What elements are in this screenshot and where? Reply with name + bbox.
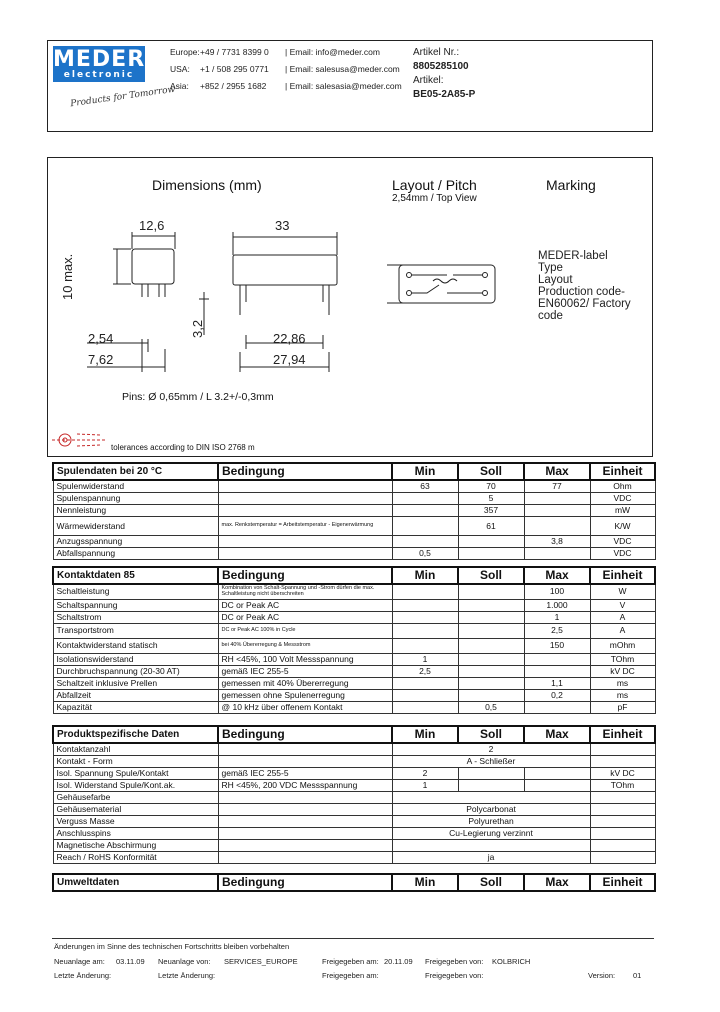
section-title: Kontaktdaten 85: [53, 567, 218, 584]
col-bedingung: Bedingung: [218, 874, 392, 891]
dim-12-6: 12,6: [139, 218, 165, 233]
email-europe: | Email: info@meder.com: [285, 47, 380, 57]
table-row: Abfallzeit gemessen ohne Spulenerregung 0,2 ms: [53, 689, 655, 701]
contacts-emails: [285, 46, 402, 92]
col-max: Max: [524, 567, 590, 584]
table-row: Isolationswiderstand RH <45%, 100 Volt Messspannung 1 TOhm: [53, 653, 655, 665]
created-by-label: Neuanlage von:: [158, 957, 211, 966]
article-info: [413, 46, 475, 102]
table-row: Isol. Widerstand Spule/Kont.ak. RH <45%, 200 VDC Messspannung 1 TOhm: [53, 780, 655, 792]
col-einheit: Einheit: [590, 726, 655, 743]
dim-7-62: 7,62: [88, 352, 114, 367]
col-min: Min: [392, 567, 458, 584]
col-einheit: Einheit: [590, 874, 655, 891]
version-value: 01: [633, 971, 642, 980]
dim-22-86: 22,86: [273, 331, 306, 346]
region-usa: USA:: [170, 64, 190, 74]
col-max: Max: [524, 874, 590, 891]
dimension-drawing: [47, 157, 653, 457]
approved-on-label-2: Freigegeben am:: [322, 971, 379, 980]
col-einheit: Einheit: [590, 463, 655, 480]
table-row: Spulenwiderstand 63 70 77 Ohm: [53, 480, 655, 493]
layout-title: Layout / Pitch: [392, 177, 477, 193]
table-row: Schaltzeit inklusive Prellen gemessen mit 40% Übererregung 1,1 ms: [53, 677, 655, 689]
contacts-phones: [200, 46, 269, 92]
marking-line: Layout: [538, 274, 573, 286]
created-on-value: 03.11.09: [116, 957, 145, 966]
table-row: Spulenspannung 5 VDC: [53, 493, 655, 505]
relay-top-view: [233, 255, 337, 285]
col-einheit: Einheit: [590, 567, 655, 584]
layout-diagram: [399, 265, 495, 303]
table-row: Gehäusefarbe: [53, 792, 655, 804]
col-soll: Soll: [458, 463, 524, 480]
col-max: Max: [524, 726, 590, 743]
created-by-value: SERVICES_EUROPE: [224, 957, 298, 966]
table-header: [53, 726, 655, 743]
approved-by-label: Freigegeben von:: [425, 957, 484, 966]
changed-on-label: Letzte Änderung:: [54, 971, 112, 980]
col-min: Min: [392, 726, 458, 743]
table-row: Kapazität @ 10 kHz über offenem Kontakt 0,5 pF: [53, 701, 655, 713]
dim-27-94: 27,94: [273, 352, 306, 367]
col-soll: Soll: [458, 567, 524, 584]
table-row: Anschlusspins Cu-Legierung verzinnt: [53, 828, 655, 840]
dim-2-54: 2,54: [88, 331, 114, 346]
col-bedingung: Bedingung: [218, 463, 392, 480]
approved-on-label: Freigegeben am:: [322, 957, 379, 966]
col-soll: Soll: [458, 874, 524, 891]
phone-usa: +1 / 508 295 0771: [200, 64, 269, 74]
approved-by-value: KOLBRICH: [492, 957, 531, 966]
table-row: Kontaktwiderstand statisch bei 40% Übererregung & Messstrom 150 mOhm: [53, 638, 655, 653]
spulendaten-table: [52, 462, 656, 560]
logo-subtitle: electronic: [63, 70, 135, 80]
footer-divider: [52, 938, 654, 939]
table-row: Isol. Spannung Spule/Kontakt gemäß IEC 255-5 2 kV DC: [53, 768, 655, 780]
version-label: Version:: [588, 971, 616, 980]
layout-subtitle: 2,54mm / Top View: [392, 193, 477, 204]
artikel-nr-label: Artikel Nr.:: [413, 47, 460, 58]
table-row: Durchbruchspannung (20-30 AT) gemäß IEC 255-5 2,5 kV DC: [53, 665, 655, 677]
col-min: Min: [392, 874, 458, 891]
umweltdaten-table: [52, 873, 656, 892]
phone-asia: +852 / 2955 1682: [200, 81, 267, 91]
section-title: Spulendaten bei 20 °C: [53, 463, 218, 480]
marking-title: Marking: [546, 177, 596, 193]
pins-note: Pins: Ø 0,65mm / L 3.2+/-0,3mm: [122, 391, 274, 403]
table-header: [53, 463, 655, 480]
approved-on-value: 20.11.09: [384, 957, 413, 966]
table-row: Gehäusematerial Polycarbonat: [53, 804, 655, 816]
table-row: Abfallspannung 0,5 VDC: [53, 548, 655, 560]
relay-side-view: [132, 249, 174, 284]
table-row: Kontakt - Form A - Schließer: [53, 756, 655, 768]
dim-10-max: 10 max.: [60, 253, 75, 300]
table-row: Verguss Masse Polyurethan: [53, 816, 655, 828]
approved-by-label-2: Freigegeben von:: [425, 971, 484, 980]
logo-title: MEDER: [53, 47, 146, 72]
region-asia: Asia:: [170, 81, 189, 91]
section-title: Umweltdaten: [53, 874, 218, 891]
marking-line: EN60062/ Factory: [538, 298, 631, 310]
produktdaten-table: [52, 725, 656, 864]
tolerance-note: tolerances according to DIN ISO 2768 m: [111, 443, 255, 452]
table-header: [53, 874, 655, 891]
artikel-value: BE05-2A85-P: [413, 89, 476, 100]
table-row: Anzugsspannung 3,8 VDC: [53, 536, 655, 548]
artikel-label: Artikel:: [413, 75, 444, 86]
email-asia: | Email: salesasia@meder.com: [285, 81, 402, 91]
slogan: Products for Tomorrow: [69, 84, 176, 110]
footer-note: Änderungen im Sinne des technischen Fortschritts bleiben vorbehalten: [54, 942, 290, 951]
marking-line: Type: [538, 262, 563, 274]
col-bedingung: Bedingung: [218, 567, 392, 584]
kontaktdaten-table: [52, 566, 656, 714]
marking-line: MEDER-label: [538, 250, 608, 262]
marking-line: Production code-: [538, 286, 625, 298]
phone-europe: +49 / 7731 8399 0: [200, 47, 269, 57]
marking-line: code: [538, 310, 563, 322]
table-row: Magnetische Abschirmung: [53, 840, 655, 852]
table-header: [53, 567, 655, 584]
col-max: Max: [524, 463, 590, 480]
table-row: Schaltleistung Kombination von Schalt-Spannung und -Strom dürfen die max. Schaltleistung nicht überschreiten 100 W: [53, 584, 655, 599]
table-row: Reach / RoHS Konformität ja: [53, 852, 655, 864]
region-europe: Europe:: [170, 47, 200, 57]
dimensions-title: Dimensions (mm): [152, 177, 262, 193]
meder-logo: [53, 46, 145, 82]
contacts-regions: [170, 46, 200, 92]
table-row: Kontaktanzahl 2: [53, 743, 655, 756]
table-row: Wärmewiderstand max. Renkstemperatur = Arbeitstemperatur - Eigenerwärmung 61 K/W: [53, 517, 655, 536]
created-on-label: Neuanlage am:: [54, 957, 105, 966]
table-row: Schaltspannung DC or Peak AC 1.000 V: [53, 599, 655, 611]
col-min: Min: [392, 463, 458, 480]
artikel-nr-value: 8805285100: [413, 61, 469, 72]
col-soll: Soll: [458, 726, 524, 743]
table-row: Transportstrom DC or Peak AC 100% in Cycle 2,5 A: [53, 623, 655, 638]
section-title: Produktspezifische Daten: [53, 726, 218, 743]
dim-3-2: 3,2: [190, 319, 205, 338]
dim-33: 33: [275, 218, 290, 233]
table-row: Nennleistung 357 mW: [53, 505, 655, 517]
changed-by-label: Letzte Änderung:: [158, 971, 216, 980]
col-bedingung: Bedingung: [218, 726, 392, 743]
table-row: Schaltstrom DC or Peak AC 1 A: [53, 611, 655, 623]
email-usa: | Email: salesusa@meder.com: [285, 64, 400, 74]
